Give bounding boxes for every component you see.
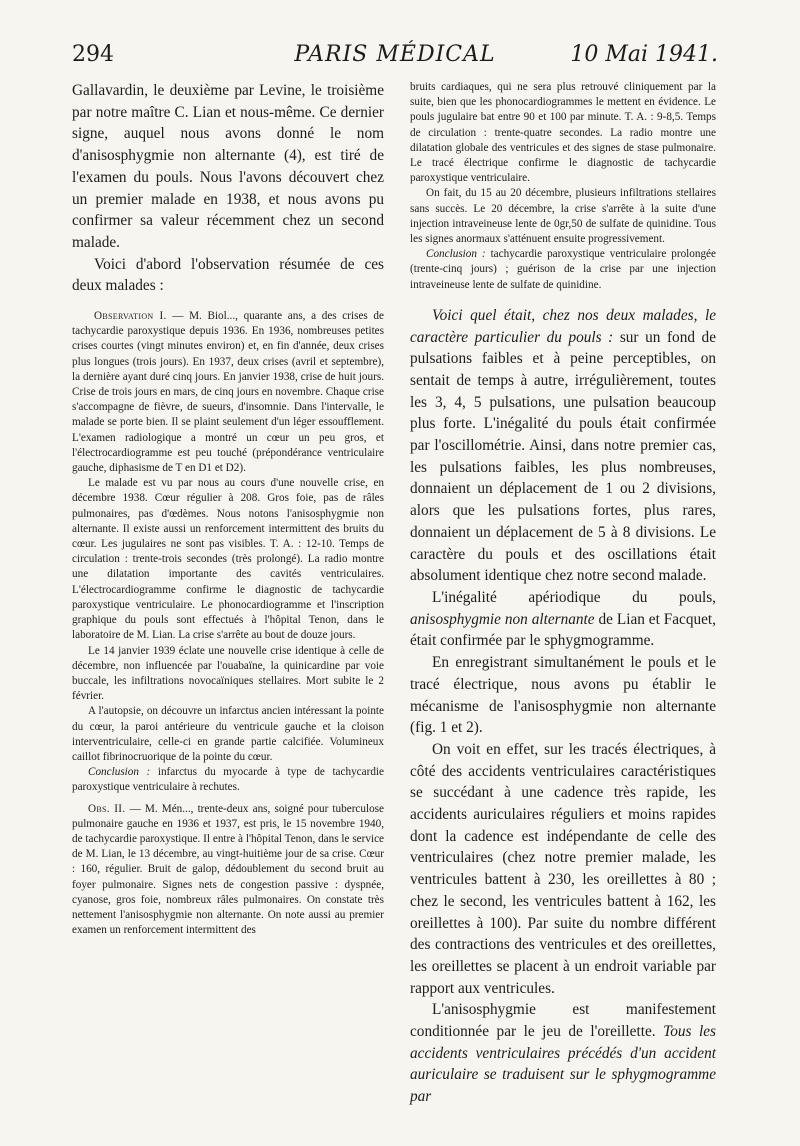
observation-1-label: Observation I. [94, 310, 167, 323]
intro-paragraph-2: Voici d'abord l'observation résumée de ces deux malades : [72, 255, 384, 295]
oreillette-paragraph: L'anisosphygmie est manifestement conditionnée par le jeu de l'oreillette. Tous les accidents ventriculaires précédés d'un accident auriculaire se traduisent sur le sphygmogramme par [410, 1001, 717, 1106]
anisosphygmie-paragraph: L'inégalité apériodique du pouls, anisosphygmie non alternante de Lian et Facquet, était confirmée par le sphygmogramme. [410, 588, 716, 650]
recording-paragraph: En enregistrant simultanément le pouls et le tracé électrique, nous avons pu établir le mécanisme de l'anisosphygmie non alternante (fig. 1 et 2). [410, 654, 716, 737]
right-column [410, 80, 716, 1108]
pulse-paragraph: Voici quel était, chez nos deux malades, le caractère particulier du pouls : sur un fond de pulsations faibles et à peine perceptibles, on sentait de temps à autre, irrégulièrement, toutes les 3, 4, 5 pulsations, une pulsation beaucoup plus forte. L'inégalité du pouls était confirmée par l'oscillométrie. Ainsi, dans notre premier cas, les pulsations faibles, les plus nombreuses, donnaient un déplacement de 1 ou 2 divisions, alors que les pulsations fortes, plus rares, donnaient un déplacement de 5 à 8 divisions. Le caractère du pouls et des oscillations était absolument identique chez notre second malade. [410, 306, 716, 585]
observation-2: Obs. II. — M. Mén..., trente-deux ans, soigné pour tuberculose pulmonaire gauche en 1936 et 1937, est pris, le 15 novembre 1940, de tachycardie paroxystique. Il entre à l'hôpital Tenon, dans le service de M. Lian, le 13 décembre, au vingt-huitième jour de sa crise. Cœur : 160, régulier. Bruit de galop, dédoublement du second bruit au foyer pulmonaire. Signes nets de congestion passive : dyspnée, cyanose, gros foie, nombreux râles pulmonaires. On constate très nettement l'anisosphygmie non alternante. On note aussi au premier examen un renforcement intermittent des [72, 802, 384, 937]
observation-1: Observation I. — M. Biol..., quarante ans, a des crises de tachycardie paroxystique depuis 1936. En 1936, nombreuses petites crises courtes (vingt minutes environ) et, en fin d'année, deux crises plus longues (trois jours). En 1937, deux crises (avril et septembre), la dernière ayant duré cinq jours. En janvier 1938, crise de huit jours. Crise de trois jours en mars, de cinq jours en novembre. Chaque crise s'accompagne de fièvre, de sueurs, d'insomnie. Dans l'intervalle, le malade se porte bien. Il se plaint seulement d'un léger essoufflement. L'examen radiologique a montré un cœur un peu gros, et l'électrocardiogramme est peu touché (prépondérance ventriculaire gauche, diphasisme de T en D1 et D2). [72, 310, 384, 475]
observation-2-label: Obs. II. [88, 802, 126, 815]
observation-1-paragraph: A l'autopsie, on découvre un infarctus ancien intéressant la pointe du cœur, la paroi antérieure du ventricule gauche et la cloison interventriculaire, celle-ci en grande partie calcifiée. Volumineux caillot fibrinocruorique de la pointe du cœur. [72, 705, 384, 763]
observation-1-paragraph: Le 14 janvier 1939 éclate une nouvelle crise identique à celle de décembre, non influencée par l'ouabaïne, la quinicardine par voie buccale, les infiltrations novocaïniques stellaires. Mort subite le 2 février. [72, 644, 384, 703]
journal-title: PARIS MÉDICAL [294, 42, 496, 67]
left-column [72, 80, 384, 938]
observation-1-conclusion: Conclusion : infarctus du myocarde à type de tachycardie paroxystique ventriculaire à rechutes. [72, 766, 385, 794]
observation-2-conclusion: Conclusion : tachycardie paroxystique ventriculaire prolongée (trente-cinq jours) ; guérison de la crise par une injection intraveineuse lente de sulfate de quinidine. [410, 248, 716, 291]
page-number: 294 [72, 42, 114, 67]
observation-2-continued: bruits cardiaques, qui ne sera plus retrouvé cliniquement par la suite, bien que les phonocardiogrammes le mettent en évidence. Le pouls jugulaire bat entre 90 et 100 par minute. T. A. : 9-8,5. Temps de circulation : trente-quatre secondes. La radio montre une dilatation globale des ventricules et des signes de stase pulmonaire. Le tracé électrique confirme le diagnostic de tachycardie paroxystique ventriculaire. [410, 81, 716, 185]
observation-1-paragraph: Le malade est vu par nous au cours d'une nouvelle crise, en décembre 1938. Cœur régulier à 208. Gros foie, pas de râles pulmonaires, pas d'œdèmes. Nous notons l'anisosphygmie non alternante. Il existe aussi un renforcement intermittent des bruits du cœur. Les jugulaires ne sont pas visibles. T. A. : 12-10. Temps de circulation : trente-trois secondes (très prolongé). La radio montre une dilatation importante des cavités ventriculaires. L'électrocardiogramme confirme le diagnostic de tachycardie paroxystique ventriculaire. Le phonocardiogramme et l'inscription graphique du pouls sont effectués à l'hôpital Tenon, dans le laboratoire de M. Lian. La crise s'arrête au bout de douze jours. [72, 477, 384, 642]
page-header [72, 42, 718, 82]
traces-paragraph: On voit en effet, sur les tracés électriques, à côté des accidents ventriculaires caractéristiques se succédant à une cadence très rapide, les accidents auriculaires réguliers et moins rapides dont la cadence est indépendante de celle des ventriculaires (chez notre premier malade, les ventricules battent à 230, les oreillettes à 80 ; chez le second, les ventricules battent à 162, les oreillettes à 100). Par suite du nombre différent des contractions des ventricules et des oreillettes, les oreillettes se placent à un endroit variable par rapport aux ventricules. [410, 740, 716, 997]
intro-paragraph: Gallavardin, le deuxième par Levine, le troisième par notre maître C. Lian et nous-même. Ce dernier signe, auquel nous avons donné le nom d'anisosphygmie non alternante (4), est tiré de l'examen du pouls. Nous l'avons découvert chez un premier malade en 1938, et nous avons pu confirmer sa valeur récemment chez un second malade. [72, 82, 384, 251]
issue-date: 10 Mai 1941. [570, 42, 718, 67]
observation-2-paragraph: On fait, du 15 au 20 décembre, plusieurs infiltrations stellaires sans succès. Le 20 décembre, la crise s'arrête à la suite d'une injection intraveineuse lente de 0gr,50 de sulfate de quinidine. Tous les signes anormaux s'atténuent ensuite progressivement. [410, 187, 716, 246]
